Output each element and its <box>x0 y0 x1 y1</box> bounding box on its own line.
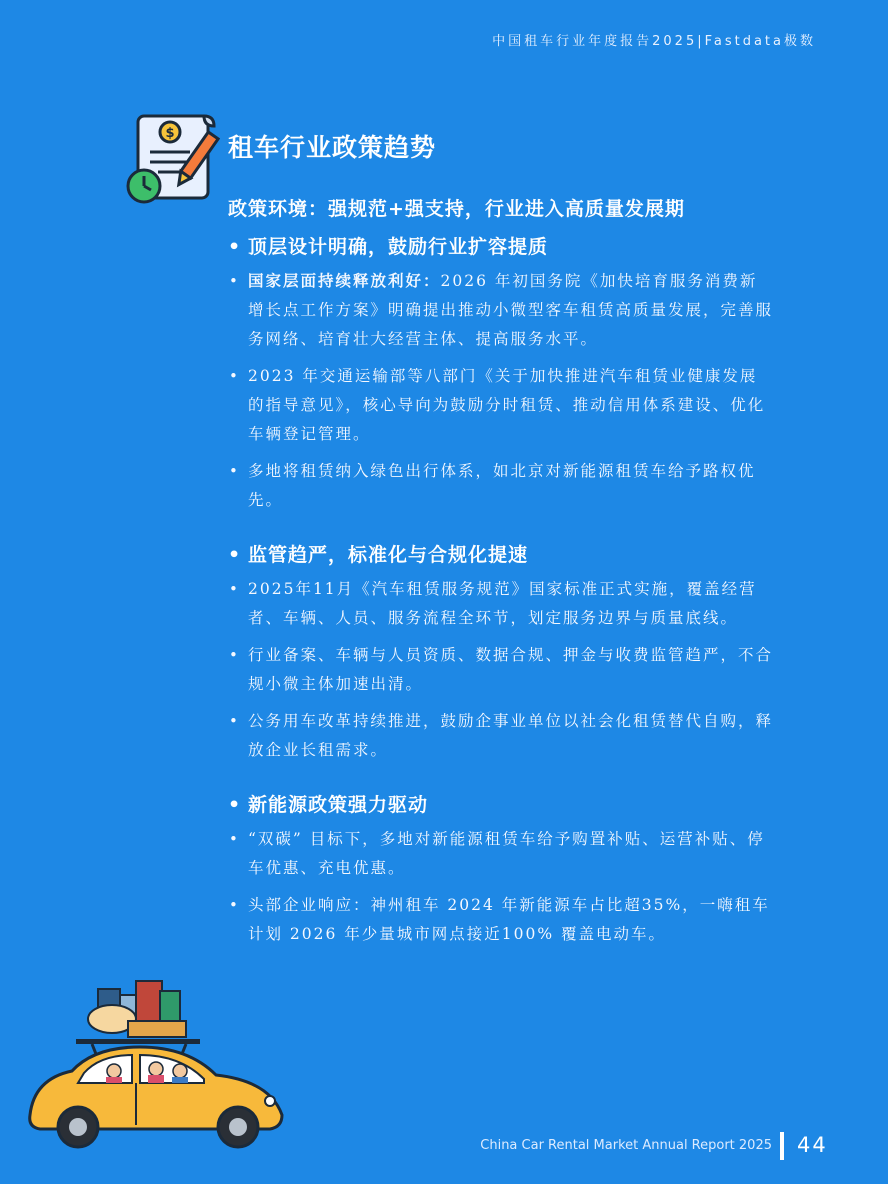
list-item <box>228 362 773 449</box>
policy-group <box>228 791 773 949</box>
item-text: 2025年11月《汽车租赁服务规范》国家标准正式实施，覆盖经营者、车辆、人员、服务流程全环节，划定服务边界与质量底线。 <box>248 580 757 627</box>
group-heading: • 监管趋严，标准化与合规化提速 <box>228 541 773 569</box>
policy-group <box>228 541 773 765</box>
list-item <box>228 891 773 949</box>
group-heading: • 顶层设计明确，鼓励行业扩容提质 <box>228 233 773 261</box>
group-heading: • 新能源政策强力驱动 <box>228 791 773 819</box>
policy-group <box>228 233 773 515</box>
report-header: 中国租车行业年度报告2025|Fastdata极数 <box>492 34 816 49</box>
footer-report-title: China Car Rental Market Annual Report 2025 <box>480 1138 772 1153</box>
item-text: 多地将租赁纳入绿色出行体系，如北京对新能源租赁车给予路权优先。 <box>248 462 756 509</box>
page-number: 44 <box>797 1133 828 1157</box>
content-body <box>228 195 773 957</box>
item-text: 头部企业响应：神州租车 2024 年新能源车占比超35%，一嗨租车计划 2026 年少量城市网点接近100% 覆盖电动车。 <box>248 896 770 943</box>
list-item <box>228 267 773 354</box>
list-item <box>228 457 773 515</box>
list-item <box>228 641 773 699</box>
item-text: 2026 年初国务院《加快培育服务消费新增长点工作方案》明确提出推动小微型客车租赁高质量发展，完善服务网络、培育壮大经营主体、提高服务水平。 <box>248 272 774 348</box>
item-text: 公务用车改革持续推进，鼓励企事业单位以社会化租赁替代自购，释放企业长租需求。 <box>248 712 774 759</box>
list-item <box>228 825 773 883</box>
svg-text:$: $ <box>165 126 175 141</box>
document-money-clock-icon <box>124 110 220 210</box>
item-text: “双碳” 目标下，多地对新能源租赁车给予购置补贴、运营补贴、停车优惠、充电优惠。 <box>248 830 765 877</box>
car-with-luggage-illustration <box>20 975 300 1155</box>
item-lead: 国家层面持续释放利好： <box>248 272 441 290</box>
list-item <box>228 575 773 633</box>
footer-divider <box>780 1132 784 1160</box>
policy-environment-heading: 政策环境：强规范+强支持，行业进入高质量发展期 <box>228 198 685 220</box>
item-text: 行业备案、车辆与人员资质、数据合规、押金与收费监管趋严，不合规小微主体加速出清。 <box>248 646 774 693</box>
page-title: 租车行业政策趋势 <box>228 133 437 162</box>
list-item <box>228 707 773 765</box>
item-text: 2023 年交通运输部等八部门《关于加快推进汽车租赁业健康发展的指导意见》，核心导向为鼓励分时租赁、推动信用体系建设、优化车辆登记管理。 <box>248 367 766 443</box>
